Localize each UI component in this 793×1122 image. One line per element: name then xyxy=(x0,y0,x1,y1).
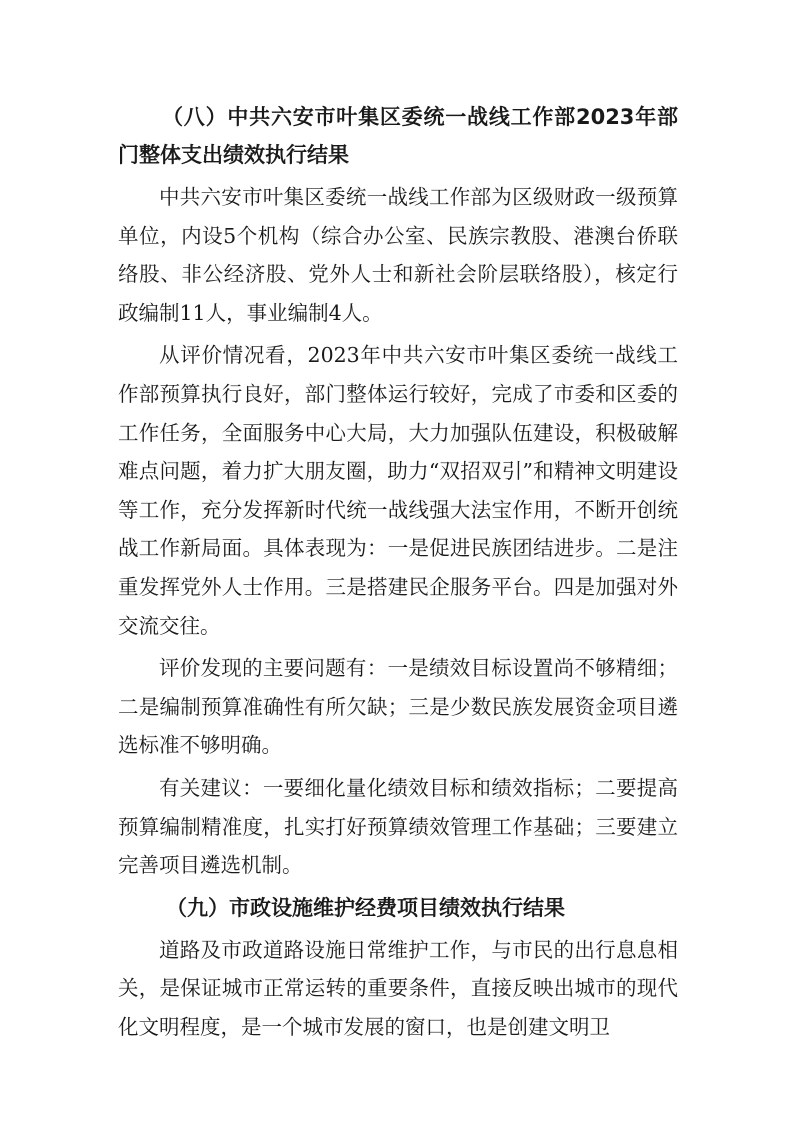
section-8-paragraph-4: 有关建议：一要细化量化绩效目标和绩效指标；二要提高预算编制精准度，扎实打好预算绩效管理工作基础；三要建立完善项目遴选机制。 xyxy=(118,775,678,878)
section-8-paragraph-3: 评价发现的主要问题有：一是绩效目标设置尚不够精细；二是编制预算准确性有所欠缺；三是少数民族发展资金项目遴选标准不够明确。 xyxy=(118,656,678,758)
document-page xyxy=(118,98,678,1046)
section-9-heading: （九）市政设施维护经费项目绩效执行结果 xyxy=(166,895,565,920)
section-8-paragraph-1: 中共六安市叶集区委统一战线工作部为区级财政一级预算单位，内设5个机构（综合办公室、民族宗教股、港澳台侨联络股、非公经济股、党外人士和新社会阶层联络股），核定行政编制11人，事业编制4人。 xyxy=(118,185,678,325)
section-8-paragraph-2: 从评价情况看，2023年中共六安市叶集区委统一战线工作部预算执行良好，部门整体运行较好，完成了市委和区委的工作任务，全面服务中心大局，大力加强队伍建设，积极破解难点问题，着力扩大朋友圈，助力“双招双引”和精神文明建设等工作，充分发挥新时代统一战线强大法宝作用，不断开创统战工作新局面。具体表现为：一是促进民族团结进步。二是注重发挥党外人士作用。三是搭建民企服务平台。四是加强对外交流交往。 xyxy=(118,343,678,638)
section-8-heading: （八）中共六安市叶集区委统一战线工作部2023年部门整体支出绩效执行结果 xyxy=(118,105,678,167)
section-9-paragraph-1: 道路及市政道路设施日常维护工作，与市民的出行息息相关，是保证城市正常运转的重要条件，直接反映出城市的现代化文明程度，是一个城市发展的窗口，也是创建文明卫 xyxy=(118,937,678,1039)
